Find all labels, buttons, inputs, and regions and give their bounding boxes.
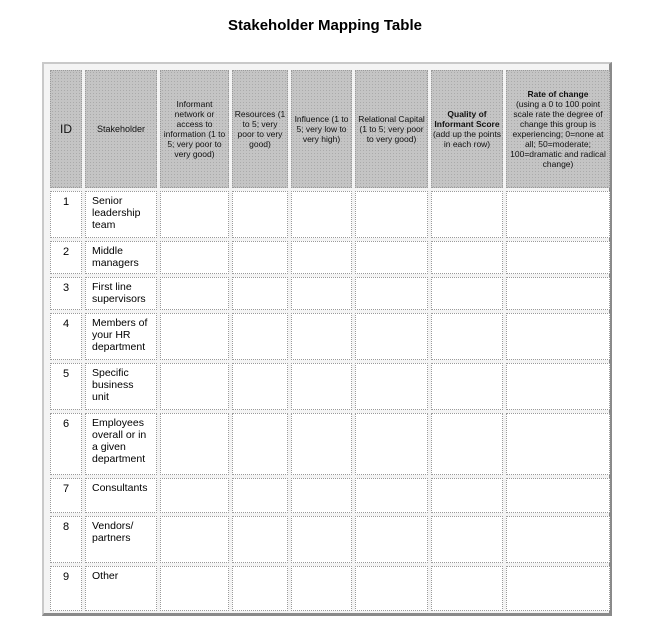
header-influence: Influence (1 to 5; very low to very high) [291,70,352,188]
informant-network-cell[interactable] [160,313,229,360]
quality-score-cell[interactable] [431,241,503,274]
row-stakeholder: Senior leadership team [85,191,157,238]
rate-of-change-cell[interactable] [506,191,610,238]
informant-network-cell[interactable] [160,277,229,310]
rate-of-change-cell[interactable] [506,277,610,310]
resources-cell[interactable] [232,566,288,611]
row-id: 5 [50,363,82,410]
relational-capital-cell[interactable] [355,413,428,475]
table-row [50,478,610,513]
informant-network-cell[interactable] [160,413,229,475]
table-row [50,241,610,274]
relational-capital-cell[interactable] [355,516,428,563]
table-row [50,413,610,475]
header-relational-capital: Relational Capital (1 to 5; very poor to very good) [355,70,428,188]
influence-cell[interactable] [291,191,352,238]
quality-score-cell[interactable] [431,363,503,410]
rate-of-change-cell[interactable] [506,478,610,513]
row-stakeholder: Specific business unit [85,363,157,410]
header-quality-title: Quality of Informant Score [434,109,500,129]
row-id: 8 [50,516,82,563]
header-row [50,70,610,188]
resources-cell[interactable] [232,241,288,274]
rate-of-change-cell[interactable] [506,413,610,475]
rate-of-change-cell[interactable] [506,363,610,410]
stakeholder-table-frame [42,62,612,616]
table-row [50,313,610,360]
informant-network-cell[interactable] [160,516,229,563]
rate-of-change-cell[interactable] [506,313,610,360]
relational-capital-cell[interactable] [355,241,428,274]
influence-cell[interactable] [291,313,352,360]
row-stakeholder: Other [85,566,157,611]
informant-network-cell[interactable] [160,478,229,513]
header-id: ID [50,70,82,188]
rate-of-change-cell[interactable] [506,516,610,563]
relational-capital-cell[interactable] [355,277,428,310]
rate-of-change-cell[interactable] [506,241,610,274]
quality-score-cell[interactable] [431,191,503,238]
row-stakeholder: Employees overall or in a given department [85,413,157,475]
relational-capital-cell[interactable] [355,566,428,611]
header-stakeholder: Stakeholder [85,70,157,188]
table-row [50,516,610,563]
header-rate-note: (using a 0 to 100 point scale rate the degree of change this group is experiencing; 0=none at all; 50=moderate; 100=dramatic and radical change) [510,99,606,169]
influence-cell[interactable] [291,277,352,310]
informant-network-cell[interactable] [160,363,229,410]
relational-capital-cell[interactable] [355,478,428,513]
table-row [50,566,610,611]
resources-cell[interactable] [232,363,288,410]
row-id: 6 [50,413,82,475]
quality-score-cell[interactable] [431,566,503,611]
quality-score-cell[interactable] [431,313,503,360]
row-id: 4 [50,313,82,360]
quality-score-cell[interactable] [431,516,503,563]
influence-cell[interactable] [291,241,352,274]
influence-cell[interactable] [291,363,352,410]
header-informant-network: Informant network or access to information (1 to 5; very poor to very good) [160,70,229,188]
stakeholder-mapping-table [47,67,613,614]
row-stakeholder: Vendors/ partners [85,516,157,563]
informant-network-cell[interactable] [160,241,229,274]
resources-cell[interactable] [232,277,288,310]
row-id: 2 [50,241,82,274]
influence-cell[interactable] [291,413,352,475]
resources-cell[interactable] [232,516,288,563]
influence-cell[interactable] [291,566,352,611]
resources-cell[interactable] [232,191,288,238]
row-id: 9 [50,566,82,611]
row-id: 7 [50,478,82,513]
row-stakeholder: First line supervisors [85,277,157,310]
resources-cell[interactable] [232,478,288,513]
header-quality-note: (add up the points in each row) [432,129,502,149]
relational-capital-cell[interactable] [355,363,428,410]
quality-score-cell[interactable] [431,478,503,513]
relational-capital-cell[interactable] [355,191,428,238]
table-row [50,277,610,310]
header-resources: Resources (1 to 5; very poor to very good) [232,70,288,188]
row-id: 1 [50,191,82,238]
quality-score-cell[interactable] [431,413,503,475]
row-stakeholder: Members of your HR department [85,313,157,360]
header-rate-of-change [506,70,610,188]
header-quality-score [431,70,503,188]
row-stakeholder: Middle managers [85,241,157,274]
row-stakeholder: Consultants [85,478,157,513]
influence-cell[interactable] [291,516,352,563]
resources-cell[interactable] [232,413,288,475]
relational-capital-cell[interactable] [355,313,428,360]
informant-network-cell[interactable] [160,566,229,611]
resources-cell[interactable] [232,313,288,360]
informant-network-cell[interactable] [160,191,229,238]
row-id: 3 [50,277,82,310]
rate-of-change-cell[interactable] [506,566,610,611]
page-title: Stakeholder Mapping Table [228,17,422,34]
quality-score-cell[interactable] [431,277,503,310]
table-row [50,191,610,238]
header-rate-title: Rate of change [527,89,589,99]
influence-cell[interactable] [291,478,352,513]
table-row [50,363,610,410]
